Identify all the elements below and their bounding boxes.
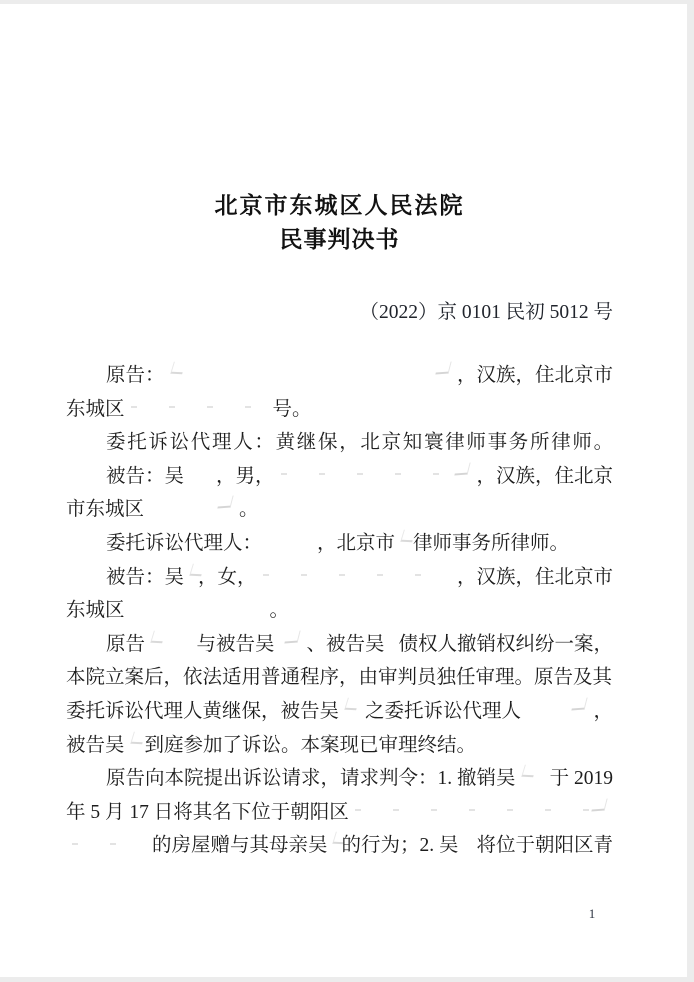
- text-run: 律师事务所律师。: [413, 532, 570, 554]
- redaction-gap: [125, 395, 273, 415]
- text-run: 、被告吴: [306, 633, 385, 655]
- line-defendant1-agent: [66, 527, 613, 561]
- redaction-gap: [184, 563, 198, 583]
- redaction-gap: [349, 798, 613, 818]
- text-run: 年 5 月 17 日将其名下位于朝阳区: [66, 801, 349, 823]
- line-plaintiff-agent: [66, 426, 613, 460]
- text-run: 东城区: [66, 398, 125, 420]
- text-run: ，女，: [198, 566, 257, 588]
- text-run: 被告：吴: [106, 566, 185, 588]
- text-run: ，男，: [216, 465, 275, 487]
- text-run: 。: [239, 499, 259, 521]
- text-run: 被告：吴: [106, 465, 185, 487]
- text-run: 于 2019: [549, 768, 613, 790]
- text-run: 之委托诉讼代理人: [365, 700, 522, 722]
- redaction-gap: [395, 529, 413, 549]
- redaction-gap: [339, 697, 365, 717]
- text-run: 将位于朝阳区青: [476, 835, 614, 857]
- document-page: [0, 4, 687, 977]
- line-defendant1-1: [66, 460, 613, 494]
- line-defendant2-2: [66, 594, 613, 628]
- redaction-gap: [184, 462, 216, 482]
- redaction-gap: [516, 765, 550, 785]
- case-number: （2022）京 0101 民初 5012 号: [359, 302, 613, 323]
- text-run: 的房屋赠与其母亲吴: [151, 835, 328, 857]
- line-plaintiff-1: [66, 359, 613, 393]
- redaction-gap: [66, 832, 152, 852]
- redaction-gap: [257, 563, 457, 583]
- text-run: ，汉族，住北京市: [456, 566, 613, 588]
- text-run: ，: [593, 700, 613, 722]
- text-run: ，北京市: [317, 532, 396, 554]
- text-run: 被告吴: [66, 734, 125, 756]
- text-run: 市东城区: [66, 499, 145, 521]
- page-title-doc-type: 民事判决书: [279, 227, 400, 252]
- redaction-gap: [144, 496, 239, 516]
- redaction-gap: [274, 630, 306, 650]
- text-run: 原告: [106, 633, 146, 655]
- text-run: 。: [269, 600, 290, 622]
- redaction-gap: [262, 529, 317, 549]
- redaction-gap: [125, 731, 145, 751]
- page-title-court: 北京市东城区人民法院: [214, 193, 465, 218]
- judgment-body: [66, 359, 613, 863]
- text-run: 委托诉讼代理人：黄继保，北京知寰律师事务所律师。: [106, 432, 615, 454]
- redaction-gap: [459, 832, 477, 852]
- text-run: 号。: [272, 398, 312, 420]
- line-defendant1-2: [66, 493, 613, 527]
- text-run: 债权人撤销权纠纷一案，: [398, 633, 613, 655]
- line-case-summary-3: [66, 695, 613, 729]
- line-case-summary-4: [66, 729, 613, 763]
- redaction-gap: [521, 697, 593, 717]
- text-run: 委托诉讼代理人：: [106, 532, 263, 554]
- text-run: 本院立案后，依法适用普通程序，由审判员独任审理。原告及其: [66, 667, 613, 689]
- text-run: 到庭参加了诉讼。本案现已审理终结。: [144, 734, 477, 756]
- line-defendant2-1: [66, 561, 613, 595]
- text-run: 原告：: [106, 365, 165, 386]
- redaction-gap: [327, 832, 341, 852]
- redaction-gap: [165, 362, 457, 382]
- line-case-summary-1: [66, 628, 613, 662]
- text-run: 委托诉讼代理人黄继保，被告吴: [66, 700, 340, 722]
- text-run: 原告向本院提出诉讼请求，请求判令：1. 撤销吴: [106, 768, 516, 790]
- line-case-summary-2: [66, 661, 613, 695]
- page-number: 1: [588, 906, 596, 921]
- text-run: 与被告吴: [196, 633, 275, 655]
- text-run: ，汉族，住北京: [476, 465, 613, 487]
- redaction-gap: [145, 630, 196, 650]
- redaction-gap: [384, 630, 398, 650]
- line-claims-1: [66, 762, 613, 796]
- line-claims-3: [66, 829, 613, 863]
- text-run: 东城区: [66, 600, 125, 622]
- text-run: 的行为；2. 吴: [341, 835, 459, 857]
- redaction-gap: [125, 597, 270, 617]
- line-plaintiff-2: [66, 393, 613, 427]
- line-claims-2: [66, 796, 613, 830]
- redaction-gap: [275, 462, 477, 482]
- text-run: ，汉族，住北京市: [456, 365, 613, 386]
